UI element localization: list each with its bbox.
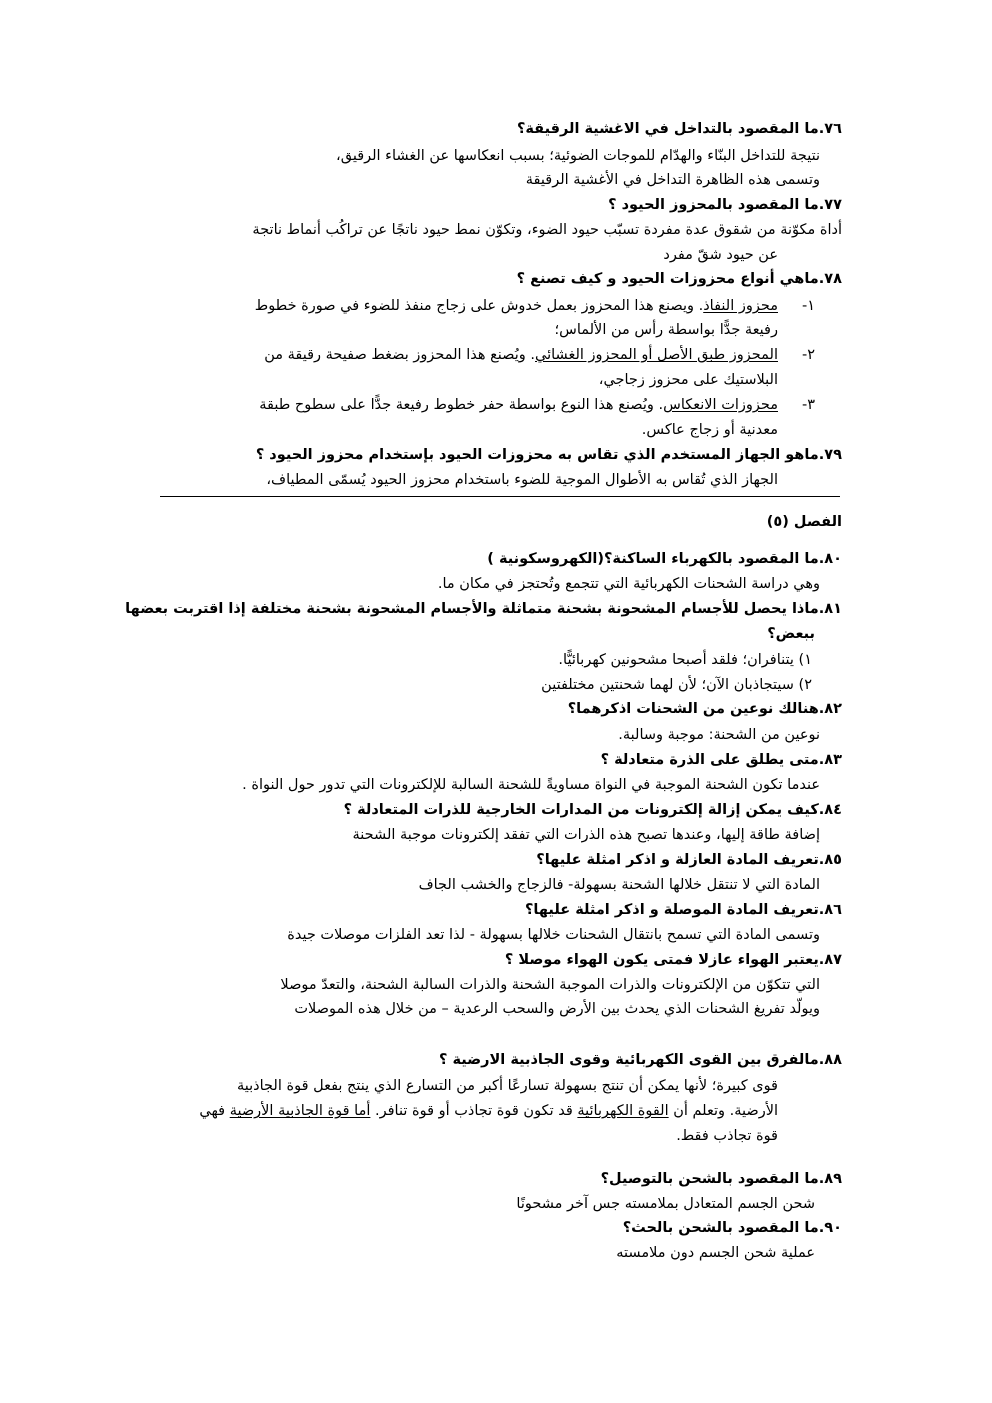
question-82-title: ٨٢.هنالك نوعين من الشحنات اذكرهما؟ — [567, 701, 842, 717]
grating-type-3-cont: معدنية أو زجاج عاكس. — [641, 422, 778, 438]
grating-type-2-desc: . ويُصنع هذا المحزوز بضغط صفيحة رقيقة من — [264, 347, 536, 363]
grating-type-2-term: المحزوز طبق الأصل أو المحزوز الغشائي — [535, 347, 778, 363]
answer-88-line-3: قوة تجاذب فقط. — [676, 1128, 778, 1144]
question-77-title: ٧٧.ما المقصود بالمحزوز الحيود ؟ — [608, 197, 842, 213]
answer-77-line-2: عن حيود شقّ مفرد — [663, 247, 778, 263]
question-85-title: ٨٥.تعريف المادة العازلة و اذكر امثلة عليها؟ — [536, 852, 842, 868]
answer-88-line-2 — [199, 1100, 778, 1122]
answer-83-line: عندما تكون الشحنة الموجبة في النواة مساويةً للشحنة السالبة للإلكترونات التي تدور حول النواة . — [242, 777, 820, 793]
answer-88-line-1: قوى كبيرة؛ لأنها يمكن أن تنتج بسهولة تسارعًا أكبر من التسارع الذي ينتج بفعل قوة الجاذبية — [237, 1078, 778, 1094]
grating-type-1-term: محزوز النفاذ — [703, 298, 778, 314]
answer-81-item-2: ٢) سيتجاذبان الآن؛ لأن لهما شحنتين مختلفتين — [541, 677, 812, 693]
answer-88-line-2-part-a: الأرضية. وتعلم أن — [668, 1103, 778, 1119]
answer-86-line: وتسمى المادة التي تسمح بانتقال الشحنات خلالها بسهولة - لذا تعد الفلزات موصلات جيدة — [287, 927, 820, 943]
grating-type-1-cont: رفيعة جدًّا بواسطة رأس من الألماس؛ — [554, 322, 778, 338]
grating-type-1-desc: . ويصنع هذا المحزوز بعمل خدوش على زجاج منفذ للضوء في صورة خطوط — [254, 298, 704, 314]
answer-76-line-2: وتسمى هذه الظاهرة التداخل في الأغشية الرقيقة — [525, 172, 820, 188]
question-79-title: ٧٩.ماهو الجهاز المستخدم الذي تقاس به محزوزات الحيود بإستخدام محزوز الحيود ؟ — [255, 447, 842, 463]
question-81-title: ٨١.ماذا يحصل للأجسام المشحونة بشحنة متماثلة والأجسام المشحونة بشحنة مختلفة إذا اقتربت بعضها — [125, 601, 842, 617]
grating-type-2 — [264, 344, 778, 366]
list-number-2: ٢- — [801, 347, 815, 363]
electric-force-term: القوة الكهربائية — [577, 1103, 669, 1119]
answer-76-line-1: نتيجة للتداخل البنّاء والهدّام للموجات الضوئية؛ بسبب انعكاسها عن الغشاء الرقيق، — [336, 148, 820, 164]
answer-88-line-2-part-b: قد تكون قوة تجاذب أو قوة تنافر. — [370, 1103, 578, 1119]
answer-90-line: عملية شحن الجسم دون ملامسته — [616, 1245, 815, 1261]
chapter-heading: الفصل (٥) — [766, 514, 842, 530]
answer-82-line: نوعين من الشحنة: موجبة وسالبة. — [618, 727, 820, 743]
answer-88-line-2-part-c: فهي — [199, 1103, 230, 1119]
grating-type-3 — [259, 394, 778, 416]
question-80-title: ٨٠.ما المقصود بالكهرباء الساكنة؟(الكهروسكونية ) — [487, 551, 842, 567]
question-78-title: ٧٨.ماهي أنواع محزوزات الحيود و كيف تصنع ؟ — [516, 271, 842, 287]
question-86-title: ٨٦.تعريف المادة الموصلة و اذكر امثلة عليها؟ — [524, 902, 842, 918]
question-90-title: ٩٠.ما المقصود بالشحن بالحث؟ — [622, 1220, 842, 1236]
question-89-title: ٨٩.ما المقصود بالشحن بالتوصيل؟ — [600, 1171, 842, 1187]
answer-77-line-1: أداة مكوّنة من شقوق عدة مفردة تسبّب حيود الضوء، وتكوّن نمط حيود ناتجًا عن تراكُب أنماط ناتجة — [252, 222, 842, 238]
question-87-title: ٨٧.يعتبر الهواء عازلا فمتى يكون الهواء موصلا ؟ — [504, 952, 842, 968]
grating-type-3-desc: . ويُصنع هذا النوع بواسطة حفر خطوط رفيعة جدًّا على سطوح طبقة — [259, 397, 664, 413]
question-81-title-cont: ببعض؟ — [767, 626, 815, 642]
question-88-title: ٨٨.مالفرق بين القوى الكهربائية وقوى الجاذبية الارضية ؟ — [438, 1052, 842, 1068]
question-83-title: ٨٣.متى يطلق على الذرة متعادلة ؟ — [600, 752, 842, 768]
answer-89-line: شحن الجسم المتعادل بملامسته جس آخر مشحونًا — [516, 1196, 815, 1212]
answer-81-item-1: ١) يتنافران؛ فلقد أصبحا مشحونين كهربائيًّا. — [558, 652, 812, 668]
answer-87-line-2: ويولّد تفريغ الشحنات الذي يحدث بين الأرض والسحب الرعدية – من خلال هذه الموصلات — [294, 1001, 820, 1017]
answer-87-line-1: التي تتكوّن من الإلكترونات والذرات الموجبة الشحنة والذرات السالبة الشحنة، والتعدّ موصلا — [280, 977, 820, 993]
question-84-title: ٨٤.كيف يمكن إزالة إلكترونات من المدارات الخارجية للذرات المتعادلة ؟ — [343, 802, 842, 818]
grating-type-3-term: محزوزات الانعكاس — [663, 397, 778, 413]
answer-79-line: الجهاز الذي تُقاس به الأطوال الموجية للضوء باستخدام محزوز الحيود يُسمّى المطياف، — [266, 472, 778, 488]
answer-85-line: المادة التي لا تنتقل خلالها الشحنة بسهولة- فالزجاج والخشب الجاف — [418, 877, 820, 893]
gravity-force-term: أما قوة الجاذبية الأرضية — [229, 1103, 371, 1119]
answer-84-line: إضافة طاقة إليها، وعندها تصبح هذه الذرات التي تفقد إلكترونات موجبة الشحنة — [352, 827, 820, 843]
grating-type-2-cont: البلاستيك على محزوز زجاجي، — [598, 372, 778, 388]
section-divider — [160, 496, 840, 497]
grating-type-1 — [255, 295, 778, 317]
question-76-title: ٧٦.ما المقصود بالتداخل في الاغشية الرقيقة؟ — [516, 121, 842, 137]
list-number-3: ٣- — [801, 397, 815, 413]
answer-80-line: وهي دراسة الشحنات الكهربائية التي تتجمع وتُحتجز في مكان ما. — [437, 576, 820, 592]
list-number-1: ١- — [801, 298, 815, 314]
